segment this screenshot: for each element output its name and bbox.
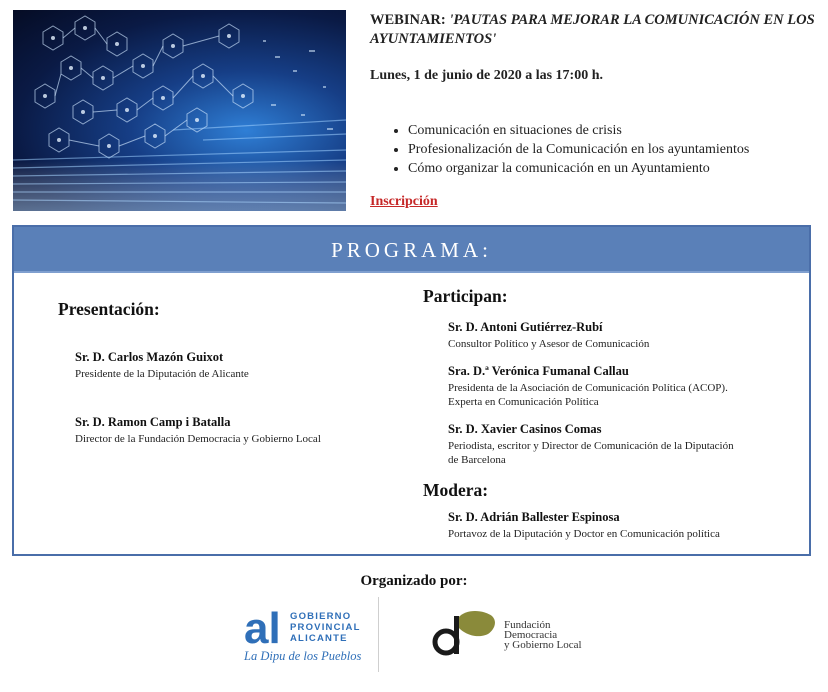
logo-left-tagline: La Dipu de los Pueblos [244, 649, 362, 663]
participant [448, 320, 649, 351]
participant-name: Sr. D. Xavier Casinos Comas [448, 422, 602, 436]
moderator [448, 510, 720, 541]
network-icons-graphic [13, 10, 346, 211]
program-header-bar [14, 227, 809, 273]
moderator-name: Sr. D. Adrián Ballester Espinosa [448, 510, 620, 524]
webinar-title [370, 11, 815, 49]
topics-list [390, 121, 749, 178]
topic-item: • Profesionalización de la Comunicación en los ayuntamientos [408, 140, 749, 159]
presenter-name: Sr. D. Ramon Camp i Batalla [75, 415, 231, 429]
al-mark-text: al [244, 604, 281, 649]
moderator-role: Portavoz de la Diputación y Doctor en Comunicación política [448, 528, 720, 540]
participant-role: Presidenta de la Asociación de Comunicación Política (ACOP). [448, 382, 728, 394]
presenter-role: Presidente de la Diputación de Alicante [75, 368, 249, 380]
participant-role: de Barcelona [448, 454, 506, 466]
webinar-date: Lunes, 1 de junio de 2020 a las 17:00 h. [370, 68, 603, 83]
hero-image [13, 10, 346, 211]
presenter-name: Sr. D. Carlos Mazón Guixot [75, 350, 224, 364]
participant-role: Consultor Político y Asesor de Comunicación [448, 338, 650, 350]
topic-item: • Comunicación en situaciones de crisis [408, 121, 749, 140]
signup-link[interactable]: Inscripción [370, 194, 438, 209]
presenter [75, 350, 249, 381]
title-quote: 'PAUTAS PARA MEJORAR LA COMUNICACIÓN EN LOS AYUNTAMIENTOS' [370, 12, 815, 47]
topic-item: • Cómo organizar la comunicación en un Ayuntamiento [408, 159, 749, 178]
participant [448, 422, 734, 467]
al-mark-icon [242, 599, 290, 649]
leaf-d-icon [432, 608, 500, 656]
organized-by-label: Organizado por: [360, 573, 468, 589]
participant-role: Periodista, escritor y Director de Comunicación de la Diputación [448, 440, 734, 452]
participant-name: Sr. D. Antoni Gutiérrez-Rubí [448, 320, 603, 334]
program-box [12, 225, 811, 556]
participant [448, 364, 728, 409]
logo-left-text: GOBIERNO PROVINCIAL ALICANTE [290, 611, 361, 644]
participant-role: Experta en Comunicación Política [448, 396, 599, 408]
fundacion-democracia-logo [432, 608, 602, 658]
diputacion-alicante-logo [240, 597, 372, 672]
moderator-heading: Modera: [423, 480, 489, 500]
logo-right-text: Fundación Democracia y Gobierno Local [504, 619, 582, 651]
participants-heading: Participan: [423, 286, 508, 306]
participant-name: Sra. D.ª Verónica Fumanal Callau [448, 364, 629, 378]
program-heading: PROGRAMA: [331, 238, 492, 262]
logo-divider [378, 597, 379, 672]
presenter [75, 415, 321, 446]
title-prefix: WEBINAR: [370, 12, 450, 28]
presentation-heading: Presentación: [58, 299, 160, 319]
presenter-role: Director de la Fundación Democracia y Gobierno Local [75, 433, 321, 445]
